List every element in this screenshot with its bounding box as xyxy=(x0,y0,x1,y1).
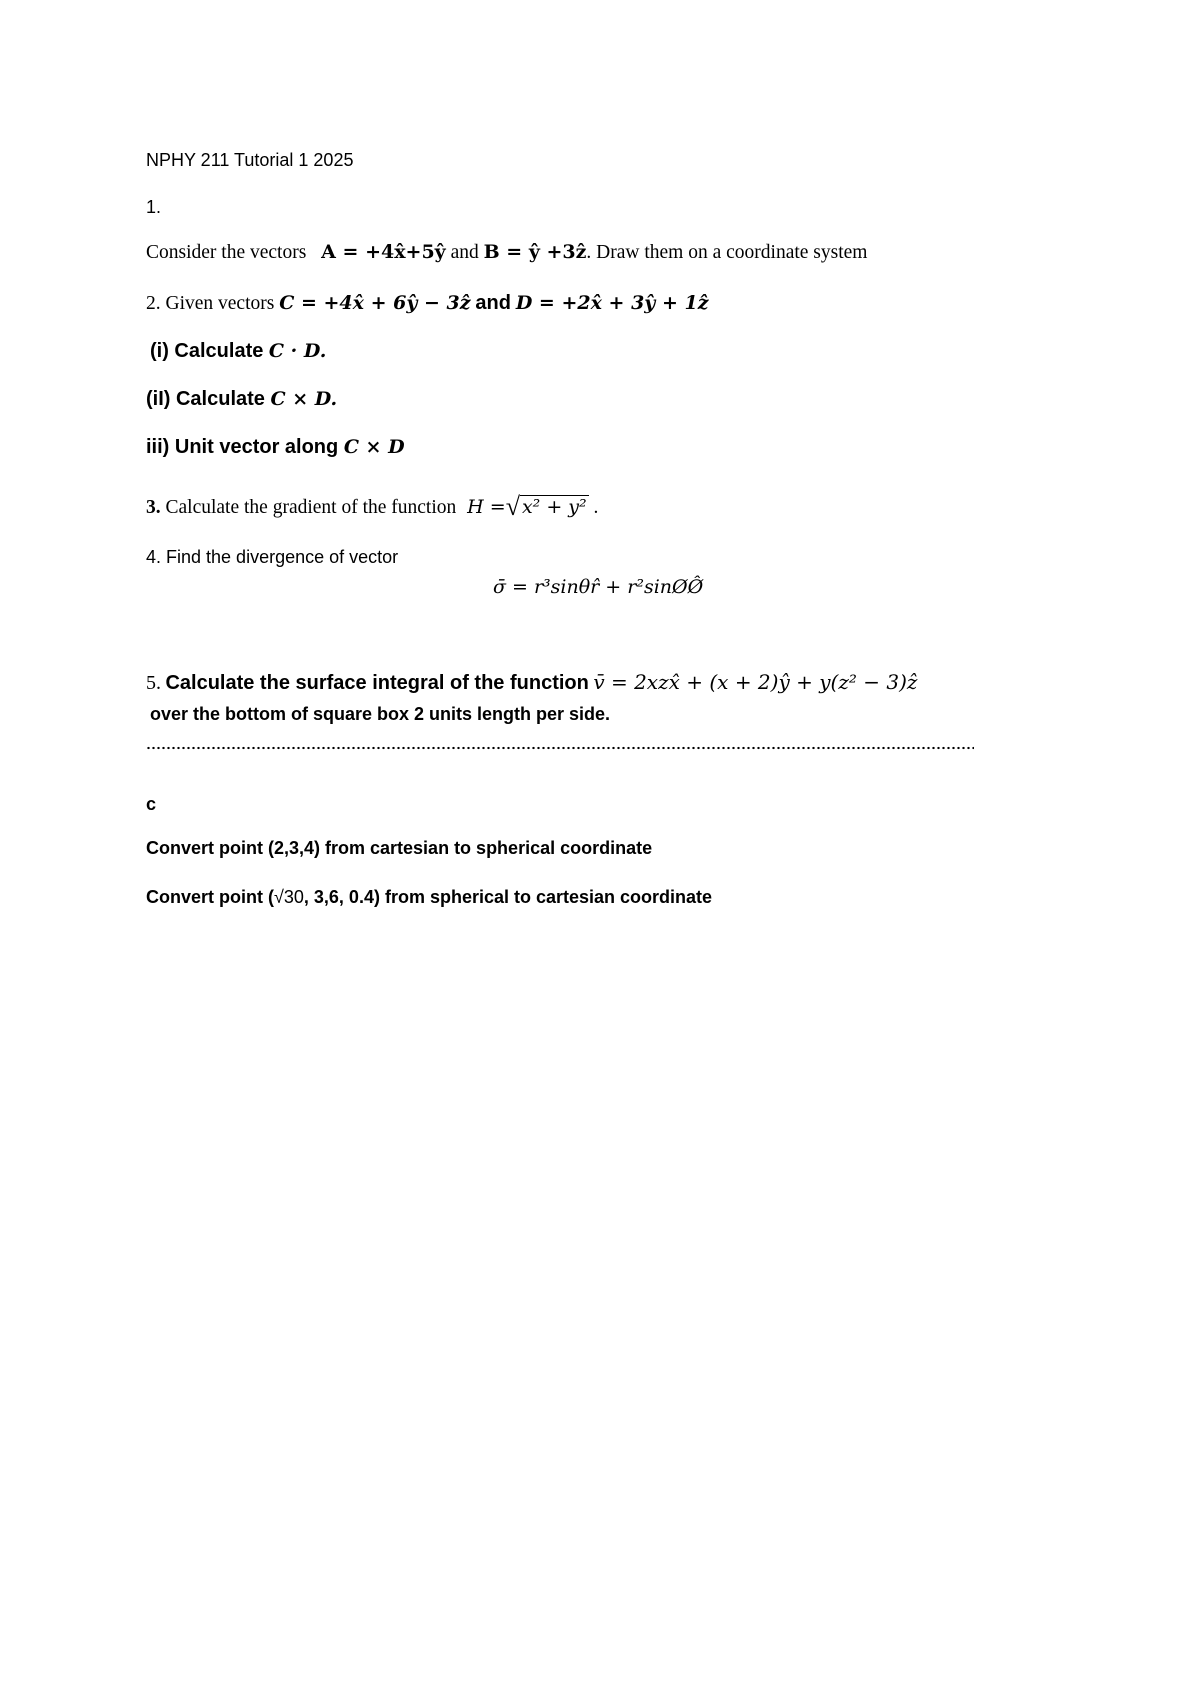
question-2-part-ii xyxy=(146,388,337,411)
vector-d: D = +2x̂ + 3ŷ + 1ẑ xyxy=(515,292,709,314)
part-ii-label: (iI) Calculate xyxy=(146,388,265,410)
question-5-line-2: over the bottom of square box 2 units length per side. xyxy=(150,704,611,724)
convert-2-sqrt: √30 xyxy=(274,887,304,907)
question-1-suffix: . Draw them on a coordinate system xyxy=(586,242,868,263)
question-2-part-iii xyxy=(146,436,405,459)
convert-2-rest: , 3,6, 0.4) from spherical to cartesian coordinate xyxy=(303,887,713,907)
question-3-end: . xyxy=(593,497,599,518)
part-iii-expression: C × D xyxy=(343,436,405,458)
question-1-text xyxy=(146,241,867,264)
question-5-number: 5. xyxy=(146,672,161,694)
vector-b: B = ŷ +3ẑ xyxy=(483,241,587,263)
question-1-prefix: Consider the vectors xyxy=(146,242,307,263)
gradient-lhs: H = xyxy=(467,496,506,518)
vector-a: A = +4x̂+5ŷ xyxy=(321,241,446,263)
question-5-equation: v̄ = 2xzx̂ + (x + 2)ŷ + y(z² − 3)ẑ xyxy=(593,670,918,694)
question-3-number: 3. xyxy=(146,497,161,518)
sqrt-sign-icon: √ xyxy=(505,492,520,521)
gradient-radicand: x² + y² xyxy=(521,496,587,518)
convert-question-2 xyxy=(146,887,712,908)
vector-c: C = +4x̂ + 6ŷ − 3ẑ xyxy=(279,292,471,314)
convert-question-1: Convert point (2,3,4) from cartesian to spherical coordinate xyxy=(146,838,653,858)
question-3-text xyxy=(146,490,598,520)
question-5-text xyxy=(146,670,917,695)
part-iii-label: iii) Unit vector along xyxy=(146,436,339,458)
question-4-text: 4. Find the divergence of vector xyxy=(146,547,399,567)
question-4-equation: σ̄ = r³sinθr̂ + r²sinØØ̂ xyxy=(493,576,704,598)
part-i-label: (i) Calculate xyxy=(150,340,264,362)
question-2-and: and xyxy=(475,292,511,314)
section-c-label: c xyxy=(146,794,157,814)
question-5-body: Calculate the surface integral of the function xyxy=(165,672,589,694)
dotted-separator xyxy=(146,746,974,750)
question-2-text xyxy=(146,292,709,315)
question-1-number: 1. xyxy=(146,197,162,217)
question-2-prefix: 2. Given vectors xyxy=(146,293,275,314)
question-2-part-i xyxy=(150,340,326,363)
part-ii-expression: C × D. xyxy=(270,388,338,410)
question-3-body: Calculate the gradient of the function xyxy=(165,497,457,518)
convert-2-prefix: Convert point ( xyxy=(146,887,274,907)
document-title: NPHY 211 Tutorial 1 2025 xyxy=(146,150,354,170)
question-1-and: and xyxy=(450,242,479,263)
part-i-expression: C · D. xyxy=(268,340,327,362)
